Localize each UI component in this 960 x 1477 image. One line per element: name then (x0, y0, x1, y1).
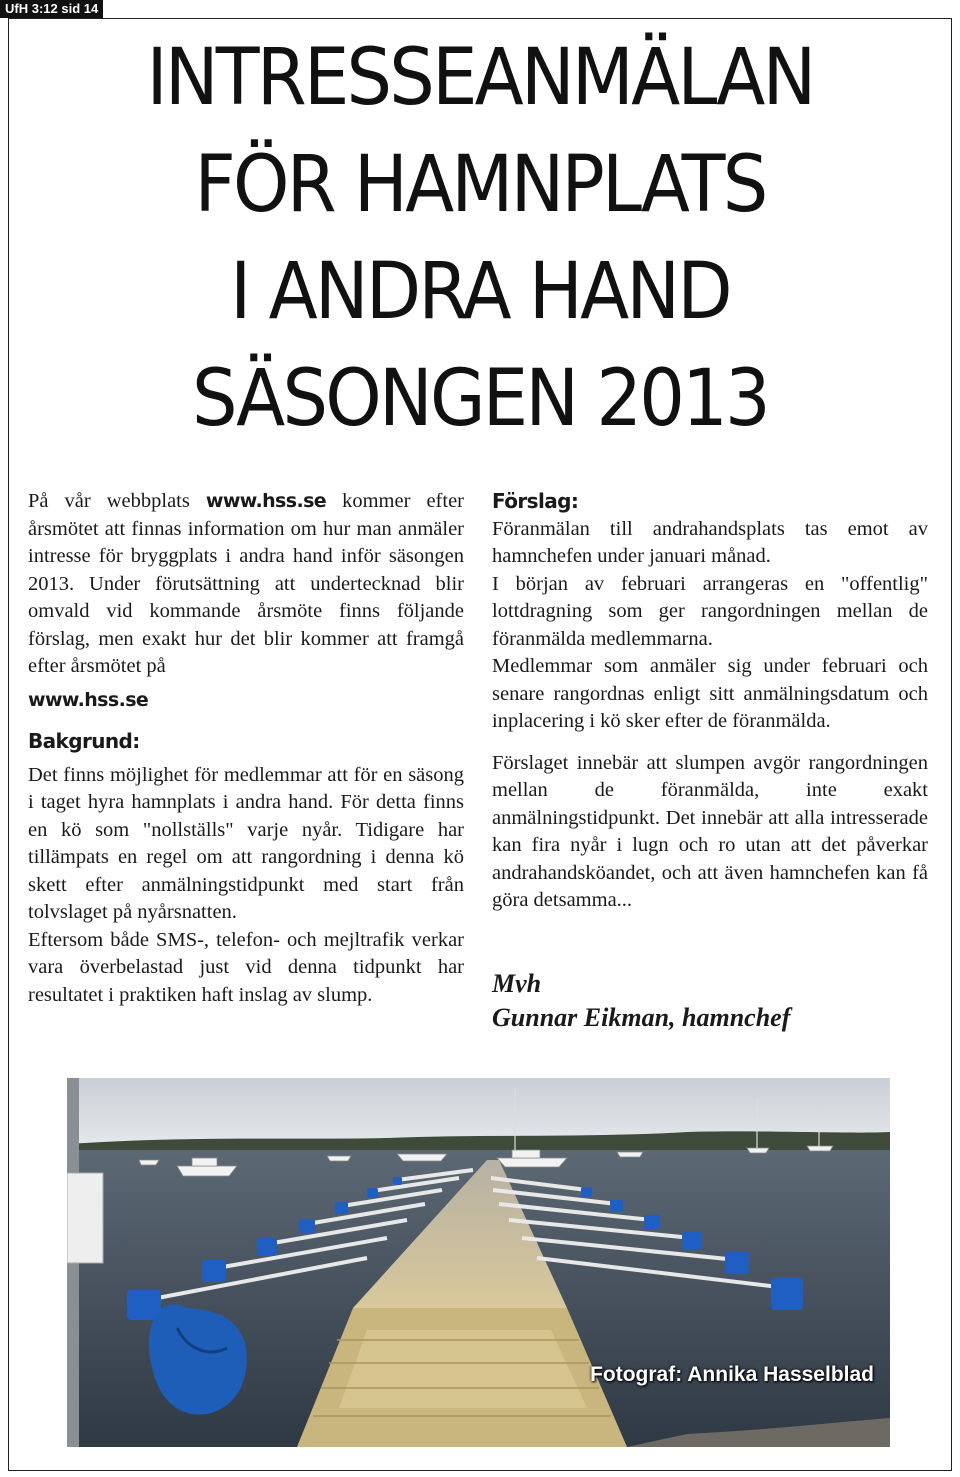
signature-name: Gunnar Eikman, hamnchef (492, 1002, 791, 1032)
intro-paragraph (28, 488, 464, 681)
title-line-2: FÖR HAMNPLATS (194, 140, 766, 230)
left-column (28, 488, 464, 1009)
intro-text-start: På vår webbplats (28, 490, 206, 512)
signature-greeting: Mvh (492, 968, 542, 998)
background-paragraph-2: Eftersom både SMS-, telefon- och mejltrafik verkar vara överbelastad just vid denna tidpunkt har resultatet i praktiken haft inslag av slump. (28, 928, 464, 1006)
proposal-paragraph-2: I början av februari arrangeras en "offentlig" lottdragning som ger rangordningen mellan de föranmälda medlemmarna. (492, 572, 928, 650)
intro-text-rest: kommer efter årsmötet att finnas information om hur man anmäler intresse för bryggplats i andra hand inför säsongen 2013. Under förutsättning att undertecknad blir omvald vid kommande årsmöte finns följande förslag, men exakt hur det blir kommer att framgå efter årsmötet på (28, 490, 465, 677)
website-link[interactable]: www.hss.se (205, 490, 327, 512)
harbor-photo (67, 1078, 890, 1447)
right-column (492, 488, 928, 1035)
proposal-paragraph-1: Föranmälan till andrahandsplats tas emot av hamnchefen under januari månad. (492, 517, 928, 567)
title-line-1: INTRESSEANMÄLAN (146, 33, 814, 123)
title-line-4: SÄSONGEN 2013 (192, 354, 768, 444)
background-paragraph-1: Det finns möjlighet för medlemmar att för en säsong i taget hyra hamnplats i andra hand. För detta finns en kö som "nollställs" varje nyår. Tidigare har tillämpats en regel om att rangordning i denna kö skett efter anmälningstidpunkt med start från tolvslaget på nyårsnatten. (28, 763, 464, 923)
title-line-3: I ANDRA HAND (230, 247, 730, 337)
proposal-paragraph-3: Medlemmar som anmäler sig under februari och senare rangordnas enligt sitt anmälningsdatum och inplacering i kö sker efter de föranmälda. (492, 655, 928, 732)
photo-caption: Fotograf: Annika Hasselblad (590, 1363, 874, 1386)
signature (492, 967, 928, 1035)
pier-photo-illustration (67, 1078, 890, 1447)
proposal-heading: Förslag: (492, 489, 579, 513)
website-link-2[interactable]: www.hss.se (28, 688, 149, 711)
article-title (38, 25, 921, 453)
proposal-paragraph-4: Förslaget innebär att slumpen avgör rangordningen mellan de föranmälda, inte exakt anmälningstidpunkt. Det innebär att alla intresserade kan fira nyår i lugn och ro utan att det påverkar andrahandsköandet, och att även hamnchefen kan få göra detsamma... (492, 751, 928, 911)
page-number-tag: UfH 3:12 sid 14 (0, 0, 103, 18)
background-heading: Bakgrund: (28, 729, 140, 753)
